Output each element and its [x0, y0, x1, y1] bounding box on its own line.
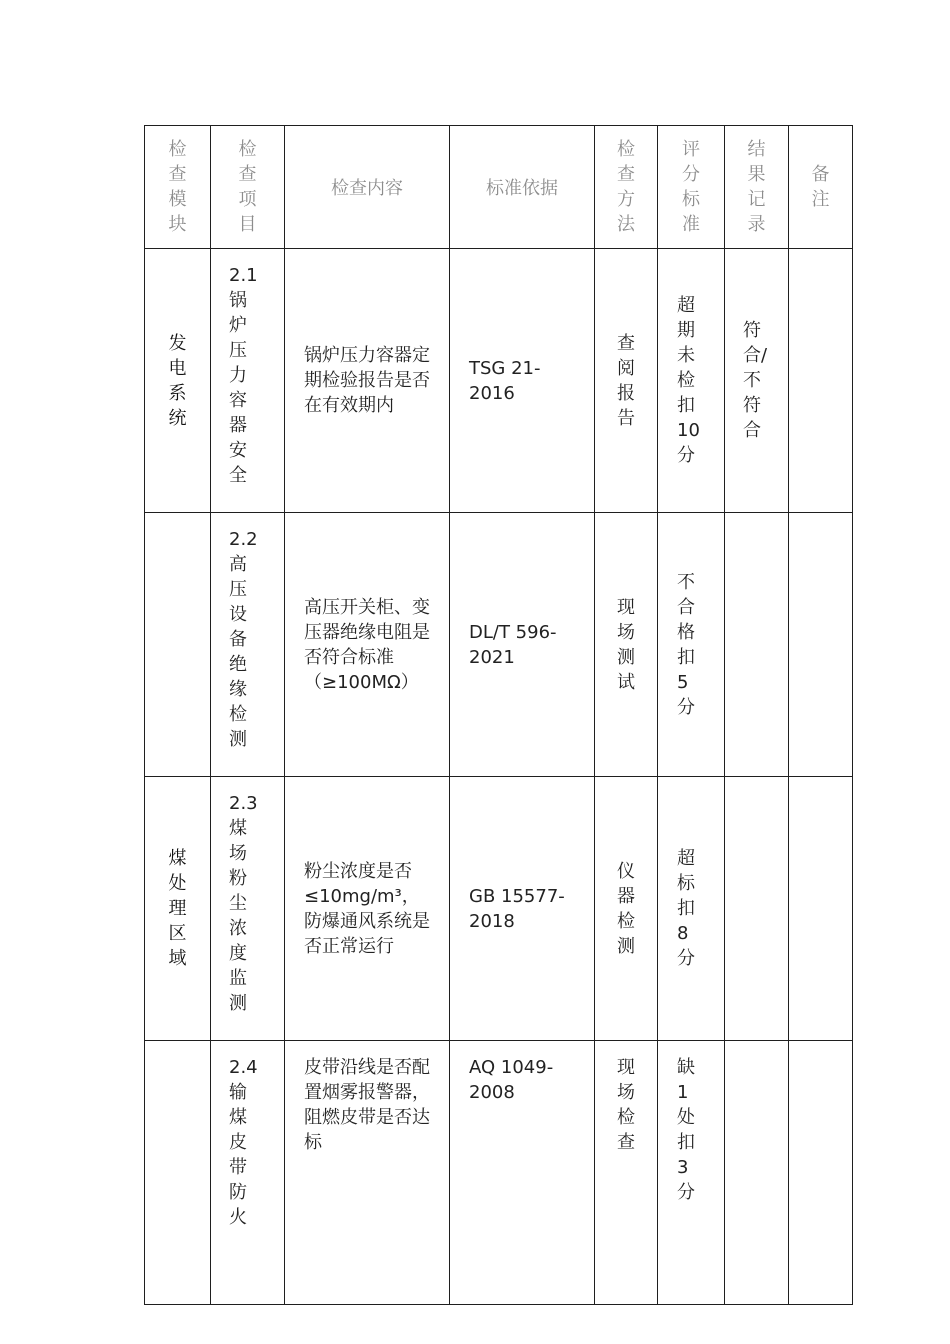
score-cell: 缺1处扣3分	[658, 1041, 725, 1305]
table-row	[145, 513, 853, 777]
score-cell: 不合格扣5分	[658, 513, 725, 777]
item-cell: 2.4输煤皮带防火	[211, 1041, 285, 1305]
content-cell: 锅炉压力容器定期检验报告是否在有效期内	[285, 249, 450, 513]
method-cell: 现场测试	[595, 513, 658, 777]
basis-cell: TSG 21-2016	[450, 249, 595, 513]
note-cell	[789, 513, 853, 777]
module-cell	[145, 1041, 211, 1305]
content-cell: 粉尘浓度是否≤10mg/m³，防爆通风系统是否正常运行	[285, 777, 450, 1041]
note-cell	[789, 1041, 853, 1305]
item-cell: 2.3煤场粉尘浓度监测	[211, 777, 285, 1041]
header-result: 结果记录	[725, 126, 789, 249]
header-item: 检查项目	[211, 126, 285, 249]
basis-cell: GB 15577-2018	[450, 777, 595, 1041]
result-cell	[725, 1041, 789, 1305]
item-cell: 2.2高压设备绝缘检测	[211, 513, 285, 777]
module-cell: 煤处理区域	[145, 777, 211, 1041]
table-row	[145, 249, 853, 513]
score-cell: 超标扣8分	[658, 777, 725, 1041]
note-cell	[789, 777, 853, 1041]
inspection-table	[144, 125, 853, 1305]
result-cell: 符合/不符合	[725, 249, 789, 513]
header-note: 备注	[789, 126, 853, 249]
table-header-row	[145, 126, 853, 249]
method-cell: 现场检查	[595, 1041, 658, 1305]
content-cell: 皮带沿线是否配置烟雾报警器，阻燃皮带是否达标	[285, 1041, 450, 1305]
result-cell	[725, 513, 789, 777]
basis-cell: DL/T 596-2021	[450, 513, 595, 777]
module-cell	[145, 513, 211, 777]
table-row	[145, 1041, 853, 1305]
header-module: 检查模块	[145, 126, 211, 249]
module-cell: 发电系统	[145, 249, 211, 513]
header-method: 检查方法	[595, 126, 658, 249]
score-cell: 超期未检扣10分	[658, 249, 725, 513]
content-cell: 高压开关柜、变压器绝缘电阻是否符合标准（≥100MΩ）	[285, 513, 450, 777]
result-cell	[725, 777, 789, 1041]
method-cell: 仪器检测	[595, 777, 658, 1041]
header-score: 评分标准	[658, 126, 725, 249]
table-row	[145, 777, 853, 1041]
header-content: 检查内容	[285, 126, 450, 249]
method-cell: 查阅报告	[595, 249, 658, 513]
item-cell: 2.1锅炉压力容器安全	[211, 249, 285, 513]
note-cell	[789, 249, 853, 513]
header-basis: 标准依据	[450, 126, 595, 249]
basis-cell: AQ 1049-2008	[450, 1041, 595, 1305]
